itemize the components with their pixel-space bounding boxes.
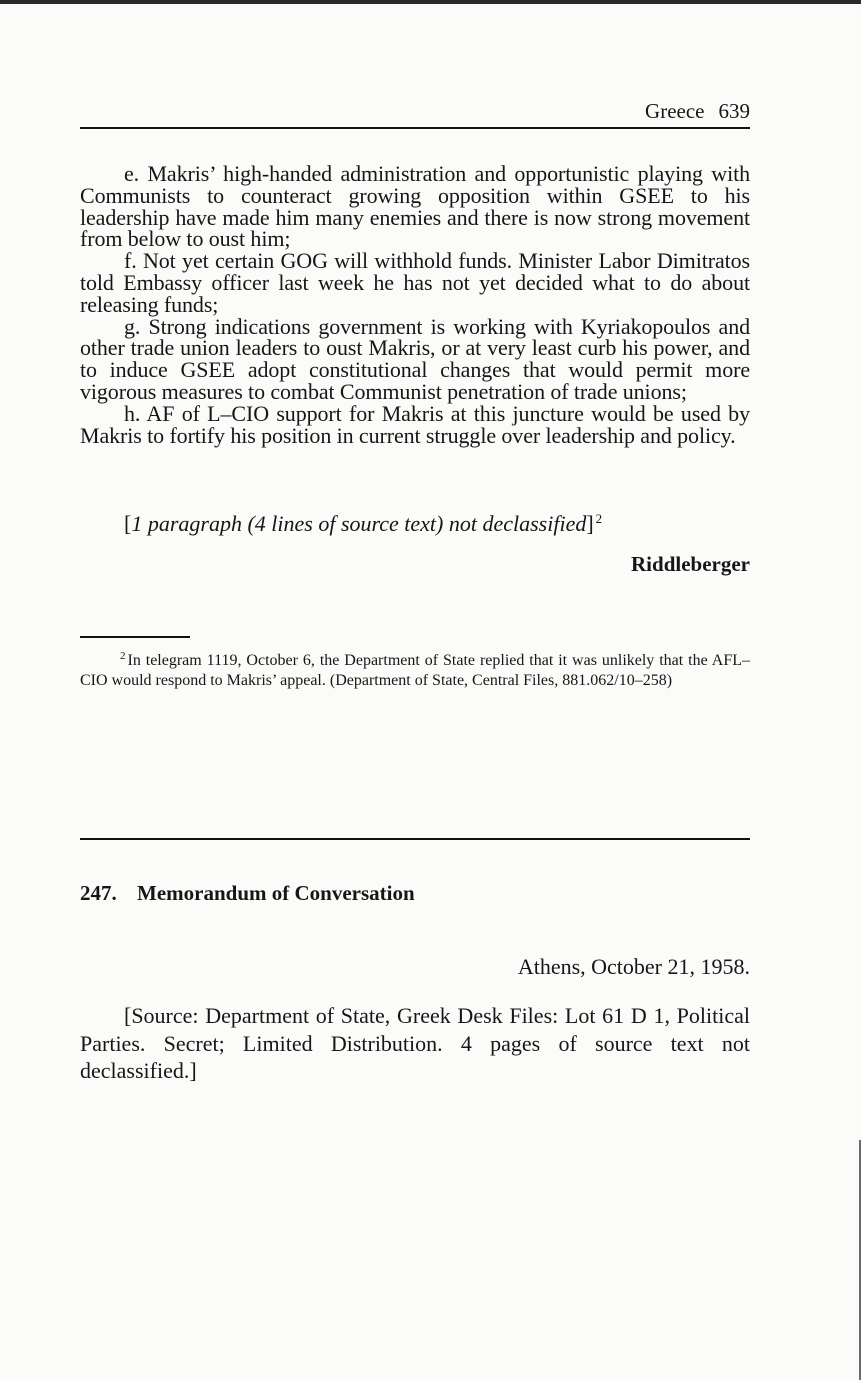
footnote-marker: 2 bbox=[120, 650, 126, 662]
document-number: 247. bbox=[80, 881, 117, 905]
paragraph-f: f. Not yet certain GOG will withhold funds. Minister Labor Dimitratos told Embassy officer last week he has not yet decided what to do about releasing funds; bbox=[80, 248, 750, 317]
dateline: Athens, October 21, 1958. bbox=[517, 954, 750, 979]
section-rule bbox=[80, 838, 750, 840]
bracket-open: [ bbox=[124, 511, 132, 536]
footnote-reference[interactable]: 2 bbox=[595, 511, 603, 526]
page-top-edge bbox=[0, 0, 861, 4]
footnote bbox=[80, 651, 750, 690]
running-head bbox=[80, 98, 750, 124]
telegram-body bbox=[80, 163, 750, 446]
source-note: [Source: Department of State, Greek Desk Files: Lot 61 D 1, Political Parties. Secret; Limited Distribution. 4 pages of source text not declassified.] bbox=[80, 1003, 750, 1083]
not-declassified-note bbox=[124, 511, 750, 537]
header-rule bbox=[80, 127, 750, 129]
document-title: Memorandum of Conversation bbox=[137, 881, 415, 905]
paragraph-e: e. Makris’ high-handed administration and opportunistic playing with Communists to counteract growing opposition within GSEE to his leadership have made him many enemies and there is now strong movement from below to oust him; bbox=[80, 161, 750, 252]
document-heading bbox=[80, 879, 750, 907]
paragraph-g: g. Strong indications government is working with Kyriakopoulos and other trade union leaders to oust Makris, or at very least curb his power, and to induce GSEE adopt constitutional changes that would permit more vigorous measures to combat Communist penetration of trade unions; bbox=[80, 313, 750, 404]
signature: Riddleberger bbox=[631, 552, 750, 576]
paragraph-h: h. AF of L–CIO support for Makris at this juncture would be used by Makris to fortify his position in current struggle over leadership and policy. bbox=[80, 400, 750, 448]
footnote-text: In telegram 1119, October 6, the Department of State replied that it was unlikely that the AFL–CIO would respond to Makris’ appeal. (Department of State, Central Files, 881.062/10–258) bbox=[80, 652, 750, 689]
footnote-rule bbox=[80, 636, 190, 638]
not-declassified-text: 1 paragraph (4 lines of source text) not declassified bbox=[131, 511, 587, 536]
page-number: 639 bbox=[718, 99, 750, 123]
running-title: Greece bbox=[645, 99, 705, 123]
bracket-close: ] bbox=[586, 511, 594, 536]
